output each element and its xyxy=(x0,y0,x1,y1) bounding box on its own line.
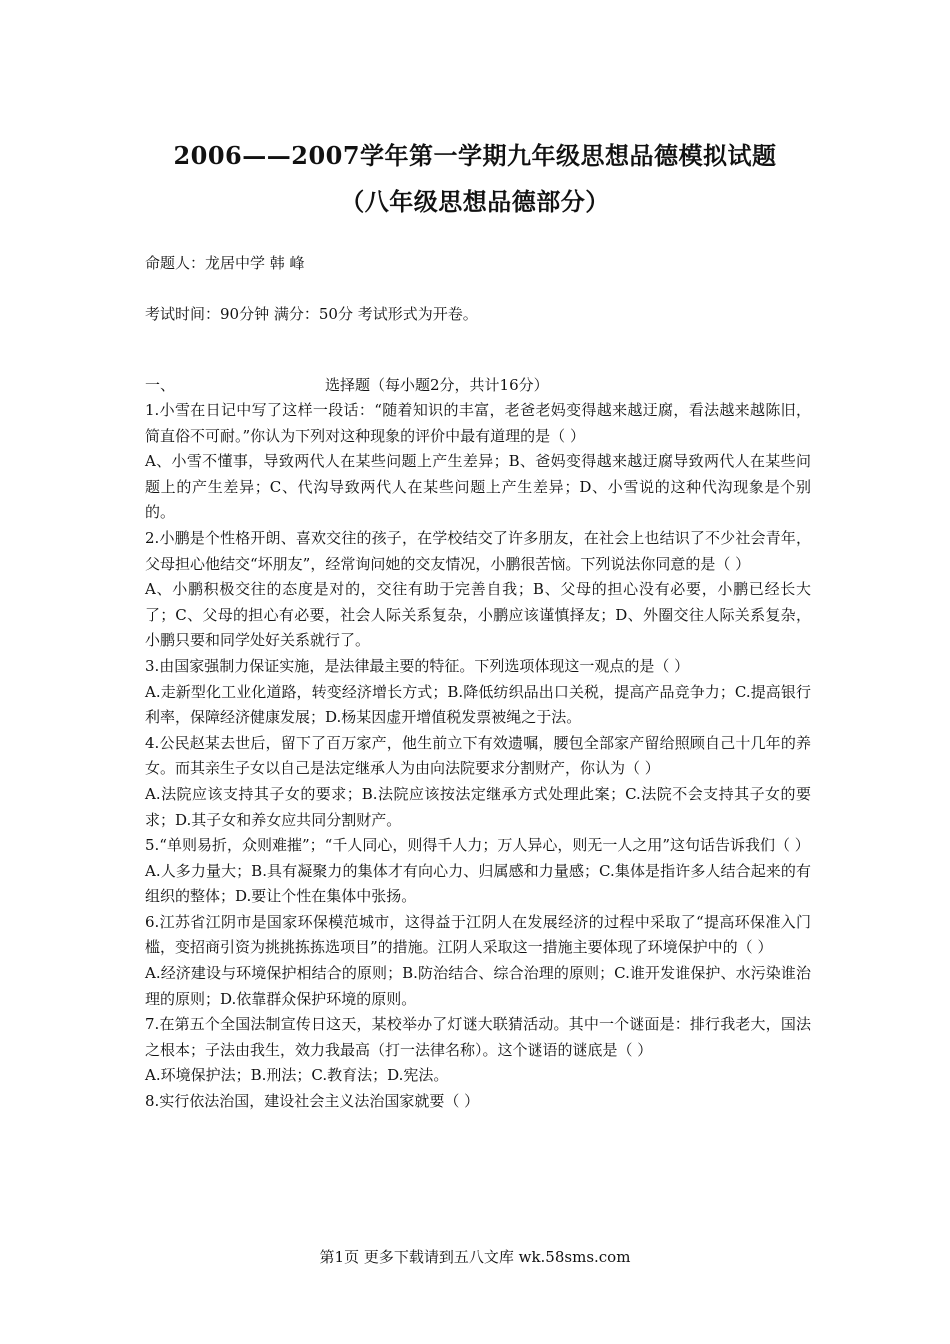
question-paragraph: 5.“单则易折，众则难摧”；“千人同心，则得千人力；万人异心，则无一人之用”这句话告诉我们（ ） xyxy=(145,836,810,855)
question-paragraph: 4.公民赵某去世后，留下了百万家产，他生前立下有效遗嘱，腰包全部家产留给照顾自己十几年的养女。而其亲生子女以自己是法定继承人为由向法院要求分割财产，你认为（ ） xyxy=(145,733,811,778)
question-paragraph: 6.江苏省江阴市是国家环保模范城市，这得益于江阴人在发展经济的过程中采取了“提高环保准入门槛，变招商引资为挑挑拣拣选项目”的措施。江阴人采取这一措施主要体现了环境保护中的（ ） xyxy=(145,912,811,957)
answer-options: A.经济建设与环境保护相结合的原则；B.防治结合、综合治理的原则；C.谁开发谁保护、水污染谁治理的原则；D.依靠群众保护环境的原则。 xyxy=(145,964,811,1008)
exam-subtitle: （八年级思想品德部分） xyxy=(340,187,610,216)
section-number: 一、 xyxy=(145,376,176,394)
exam-info: 考试时间：90分钟 满分：50分 考试形式为开卷。 xyxy=(145,305,478,323)
section-heading xyxy=(145,374,815,395)
question-paragraph: 1.小雪在日记中写了这样一段话：“随着知识的丰富，老爸老妈变得越来越迂腐，看法越来越陈旧，简直俗不可耐。”你认为下列对这种现象的评价中最有道理的是（ ） xyxy=(145,401,811,445)
page-footer: 第1页 更多下载请到五八文库 wk.58sms.com xyxy=(319,1248,631,1266)
section-title: 选择题（每小题2分，共计16分） xyxy=(325,376,549,394)
question-body xyxy=(145,398,811,1115)
answer-options: A.环境保护法；B.刑法；C.教育法；D.宪法。 xyxy=(145,1066,449,1085)
answer-options: A.法院应该支持其子女的要求；B.法院应该按法定继承方式处理此案；C.法院不会支持其子女的要求；D.其子女和养女应共同分割财产。 xyxy=(145,784,811,829)
question-paragraph: 8.实行依法治国，建设社会主义法治国家就要（ ） xyxy=(145,1092,480,1111)
author-line: 命题人：龙居中学 韩 峰 xyxy=(145,254,305,272)
answer-options: A、小雪不懂事，导致两代人在某些问题上产生差异；B、爸妈变得越来越迂腐导致两代人在某些问题上的产生差异；C、代沟导致两代人在某些问题上产生差异；D、小雪说的这种代沟现象是个别的。 xyxy=(145,452,811,522)
answer-options: A.人多力量大；B.具有凝聚力的集体才有向心力、归属感和力量感；C.集体是指许多人结合起来的有组织的整体；D.要让个性在集体中张扬。 xyxy=(145,861,811,906)
exam-title: 2006——2007学年第一学期九年级思想品德模拟试题 xyxy=(173,141,777,170)
question-paragraph: 2.小鹏是个性格开朗、喜欢交往的孩子，在学校结交了许多朋友，在社会上也结识了不少社会青年，父母担心他结交“坏朋友”，经常询问她的交友情况，小鹏很苦恼。下列说法你同意的是（ ） xyxy=(145,528,811,573)
answer-options: A、小鹏积极交往的态度是对的，交往有助于完善自我；B、父母的担心没有必要，小鹏已经长大了；C、父母的担心有必要，社会人际关系复杂，小鹏应该谨慎择友；D、外圈交往人际关系复杂，小鹏只要和同学处好关系就行了。 xyxy=(145,580,811,650)
answer-options: A.走新型化工业化道路，转变经济增长方式；B.降低纺织品出口关税，提高产品竞争力；C.提高银行利率，保障经济健康发展；D.杨某因虚开增值税发票被绳之于法。 xyxy=(145,682,811,727)
question-paragraph: 7.在第五个全国法制宣传日这天，某校举办了灯谜大联猜活动。其中一个谜面是：排行我老大，国法之根本；子法由我生，效力我最高（打一法律名称）。这个谜语的谜底是（ ） xyxy=(145,1015,811,1059)
question-paragraph: 3.由国家强制力保证实施，是法律最主要的特征。下列选项体现这一观点的是（ ） xyxy=(145,656,690,675)
